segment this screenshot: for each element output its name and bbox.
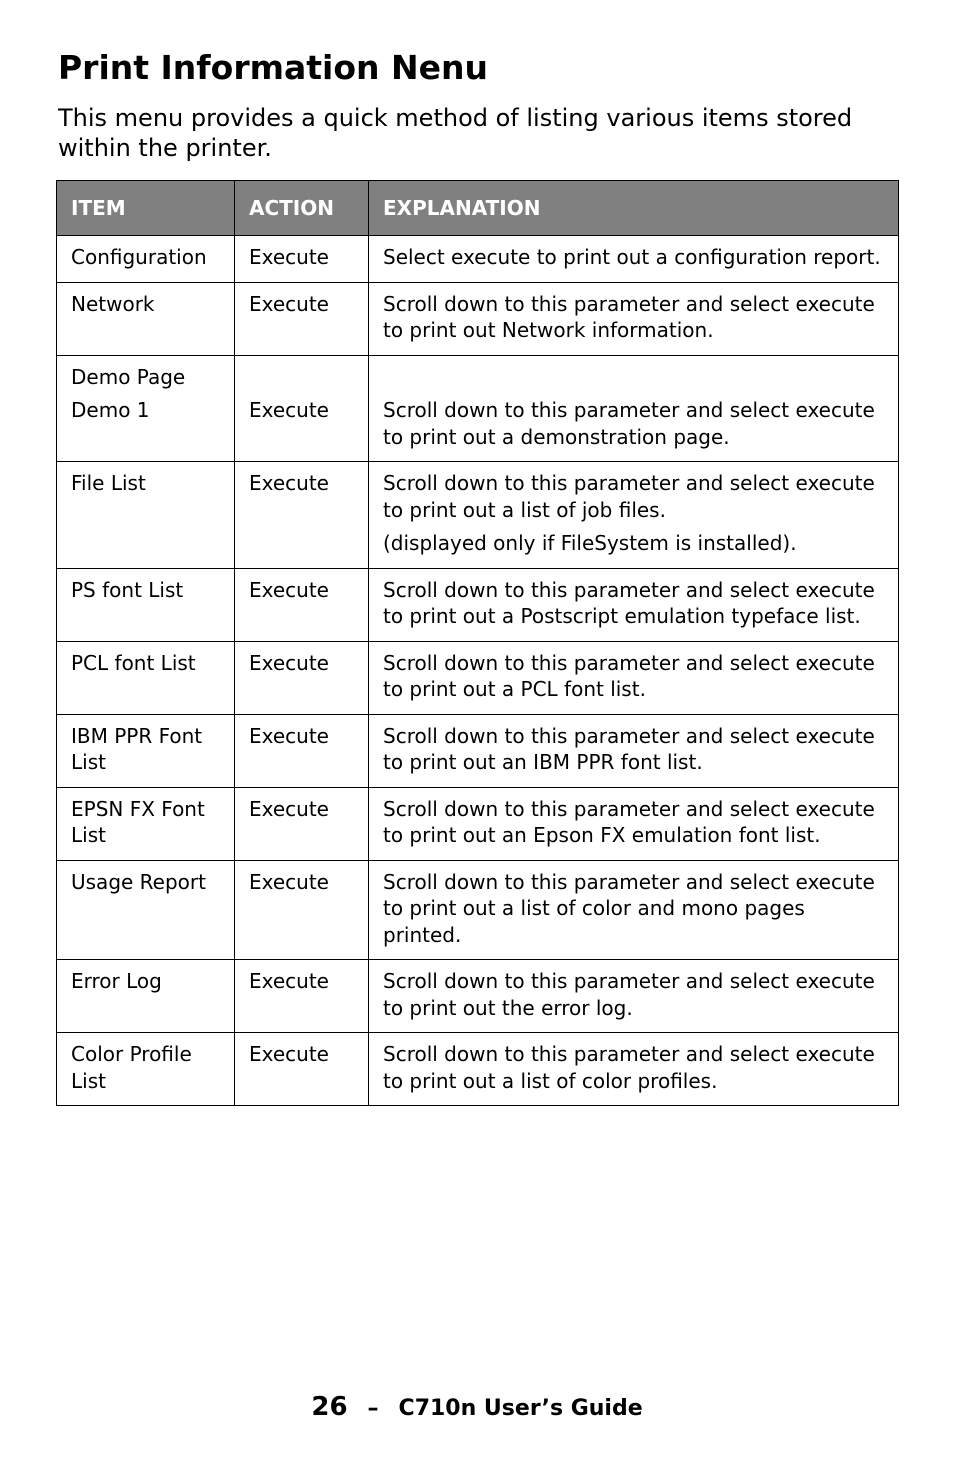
item-cell — [57, 462, 235, 569]
explanation-cell — [369, 462, 899, 569]
table-row — [57, 355, 899, 462]
explanation-cell — [369, 714, 899, 787]
explanation-text: Scroll down to this parameter and select execute to print out an Epson FX emulation font list. — [383, 796, 875, 847]
item-label: Network — [71, 291, 155, 316]
explanation-text: Select execute to print out a configuration report. — [383, 245, 881, 269]
action-cell — [235, 714, 369, 787]
table-row — [57, 960, 899, 1033]
table-row — [57, 860, 899, 960]
item-label: PCL font List — [71, 650, 196, 675]
action-label: Execute — [249, 650, 329, 675]
table-row — [57, 641, 899, 714]
page-footer — [0, 1392, 954, 1424]
item-cell — [57, 1033, 235, 1106]
page-number: 26 — [311, 1392, 348, 1422]
action-label: Execute — [249, 969, 329, 993]
footer-separator: – — [367, 1396, 379, 1421]
action-label: Execute — [249, 796, 329, 821]
action-cell — [235, 641, 369, 714]
explanation-text: Scroll down to this parameter and select execute to print out a PCL font list. — [383, 650, 875, 701]
header-item: ITEM — [57, 181, 235, 236]
explanation-text: Scroll down to this parameter and select execute to print out a list of job files. — [383, 471, 875, 522]
item-cell — [57, 641, 235, 714]
explanation-cell — [369, 787, 899, 860]
intro-paragraph: This menu provides a quick method of listing various items stored within the printer. — [58, 104, 853, 162]
item-label: PS font List — [71, 577, 184, 602]
table-row — [57, 282, 899, 355]
table-row — [57, 787, 899, 860]
action-cell — [235, 355, 369, 462]
item-label: Usage Report — [71, 869, 206, 894]
explanation-cell — [369, 960, 899, 1033]
explanation-cell — [369, 568, 899, 641]
action-cell — [235, 960, 369, 1033]
item-label: Demo Page — [71, 364, 186, 389]
table-row — [57, 568, 899, 641]
item-cell — [57, 355, 235, 462]
item-label: IBM PPR Font List — [71, 723, 203, 774]
explanation-text: Scroll down to this parameter and select execute to print out a list of color and mono pages printed. — [383, 869, 875, 947]
explanation-text: (displayed only if FileSystem is installed). — [383, 531, 797, 555]
page-title: Print Information Nenu — [58, 48, 488, 87]
table-body — [57, 236, 899, 1106]
item-label: Color Profile List — [71, 1042, 192, 1093]
explanation-text: Scroll down to this parameter and select execute to print out an IBM PPR font list. — [383, 723, 875, 774]
explanation-text: Scroll down to this parameter and select execute to print out Network information. — [383, 291, 875, 342]
item-label: Configuration — [71, 245, 207, 269]
explanation-cell — [369, 355, 899, 462]
action-label: Execute — [249, 1042, 329, 1066]
action-label: Execute — [249, 723, 329, 748]
item-cell — [57, 714, 235, 787]
explanation-cell — [369, 282, 899, 355]
table-row — [57, 1033, 899, 1106]
explanation-cell — [369, 236, 899, 283]
action-label: Execute — [249, 291, 329, 316]
explanation-text: Scroll down to this parameter and select execute to print out the error log. — [383, 969, 875, 1020]
header-action: ACTION — [235, 181, 369, 236]
action-cell — [235, 236, 369, 283]
action-label: Execute — [249, 869, 329, 894]
item-cell — [57, 236, 235, 283]
item-cell — [57, 960, 235, 1033]
table-header-row — [57, 181, 899, 236]
item-cell — [57, 568, 235, 641]
print-information-table — [56, 180, 899, 1106]
explanation-cell — [369, 860, 899, 960]
action-label: Execute — [249, 577, 329, 602]
action-cell — [235, 1033, 369, 1106]
explanation-text: Scroll down to this parameter and select execute to print out a Postscript emulation typeface list. — [383, 577, 875, 628]
explanation-text: Scroll down to this parameter and select execute to print out a demonstration page. — [383, 398, 875, 449]
explanation-cell — [369, 1033, 899, 1106]
table-row — [57, 462, 899, 569]
explanation-cell — [369, 641, 899, 714]
action-cell — [235, 568, 369, 641]
action-cell — [235, 787, 369, 860]
action-cell — [235, 282, 369, 355]
item-cell — [57, 787, 235, 860]
item-label: File List — [71, 471, 146, 495]
header-explanation: EXPLANATION — [369, 181, 899, 236]
item-label: Error Log — [71, 969, 162, 993]
action-label: Execute — [249, 245, 329, 269]
guide-title: C710n User’s Guide — [398, 1396, 643, 1421]
action-cell — [235, 462, 369, 569]
item-label: Demo 1 — [71, 398, 150, 422]
item-cell — [57, 860, 235, 960]
item-cell — [57, 282, 235, 355]
action-label: Execute — [249, 471, 329, 495]
table-row — [57, 714, 899, 787]
explanation-text: Scroll down to this parameter and select execute to print out a list of color profiles. — [383, 1042, 875, 1093]
action-label: Execute — [249, 398, 329, 422]
table-row — [57, 236, 899, 283]
action-cell — [235, 860, 369, 960]
item-label: EPSN FX Font List — [71, 796, 205, 847]
